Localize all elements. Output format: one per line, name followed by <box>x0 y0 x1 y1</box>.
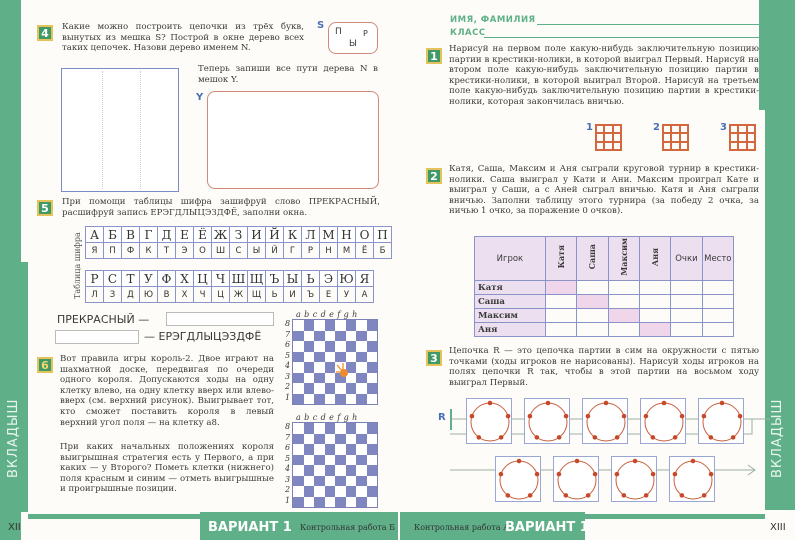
file-label: h <box>352 413 358 422</box>
rank-label: 8 <box>285 319 291 328</box>
chess-square <box>367 331 378 342</box>
rank-label: 1 <box>285 495 291 505</box>
cipher-plain-letter: С <box>104 271 122 287</box>
cipher-plain-letter: Щ <box>248 271 266 287</box>
chess-square <box>356 341 367 352</box>
chess-square[interactable] <box>335 423 346 434</box>
chess-square <box>335 320 346 331</box>
cipher-table-row2 <box>85 270 374 303</box>
cipher-code-letter: Щ <box>248 287 266 303</box>
bag-s-label: S <box>317 20 325 31</box>
cipher-code-letter: Ъ <box>302 287 320 303</box>
task-5-text: При помощи таблицы шифра зашифруй слово ПРЕКРАСНЫЙ, расшифруй запись ЕРЭГДЛЫЦЭЗДФЁ, заполни окна. <box>62 197 380 218</box>
file-label: a <box>296 310 301 319</box>
chess-square[interactable] <box>325 497 336 508</box>
cipher-plain-letter: Л <box>302 227 320 243</box>
chess-square <box>304 341 315 352</box>
cipher-plain-letter: Х <box>176 271 194 287</box>
chess-square <box>335 394 346 405</box>
chess-square[interactable] <box>314 444 325 455</box>
right-side-label: ВКЛАДЫШ <box>770 398 785 478</box>
chessboard-example <box>285 310 378 405</box>
task-1-badge: 1 <box>426 48 442 64</box>
chess-square <box>356 320 367 331</box>
chess-square[interactable] <box>356 497 367 508</box>
file-label: g <box>343 413 349 422</box>
rank-label: 6 <box>285 340 291 349</box>
cipher-code-letter: Н <box>320 243 338 259</box>
cipher-code-letter: Т <box>158 243 176 259</box>
cipher-code-letter: Й <box>266 243 284 259</box>
cipher-code-letter: В <box>158 287 176 303</box>
cipher-plain-letter: Ъ <box>266 271 284 287</box>
cipher-plain-letter: Ы <box>284 271 302 287</box>
chess-square <box>346 331 357 342</box>
cipher-plain-letter: Я <box>356 271 374 287</box>
chess-square[interactable] <box>367 497 378 508</box>
bag-letter: Р <box>363 29 368 38</box>
cipher-code-letter: О <box>194 243 212 259</box>
rank-label: 1 <box>285 392 291 402</box>
chess-square[interactable] <box>304 434 315 445</box>
task-4-paths-text: Теперь запиши все пути дерева N в мешок Y. <box>198 64 378 85</box>
task-5-badge: 5 <box>37 200 53 216</box>
name-label: ИМЯ, ФАМИЛИЯ <box>450 15 536 25</box>
chess-square <box>335 331 346 342</box>
chess-square[interactable] <box>367 465 378 476</box>
name-line[interactable] <box>537 24 759 25</box>
chess-square <box>356 362 367 373</box>
footer-work-right: Контрольная работа А <box>414 523 510 532</box>
cipher-plain-letter: Н <box>338 227 356 243</box>
rank-label: 5 <box>285 453 291 463</box>
chess-square[interactable] <box>304 444 315 455</box>
cipher-code-letter: С <box>230 243 248 259</box>
chess-square[interactable] <box>346 423 357 434</box>
cipher-plain-letter: О <box>356 227 374 243</box>
chess-square[interactable] <box>346 444 357 455</box>
chess-square <box>293 394 304 405</box>
chess-square <box>314 383 325 394</box>
chess-square <box>367 352 378 363</box>
file-label: b <box>304 310 310 319</box>
ttt-board-label-2: 2 <box>653 122 660 133</box>
chess-square[interactable] <box>367 476 378 487</box>
decrypted-answer-input[interactable] <box>55 330 139 344</box>
chess-grid-bottom[interactable] <box>292 422 378 508</box>
task-6-question-text: При каких начальных положениях короля выигрышная стратегия есть у Первого, а при каких — у Второго? Пометь клетки (нижнего) поля красным и синим — отметь выигрышные и проигрышные позиции. <box>60 442 274 495</box>
task-4-text: Какие можно построить цепочки из трёх букв, вынутых из мешка S? Построй в окне дерево всех таких цепочек. Назови дерево именем N. <box>62 22 304 54</box>
chess-square[interactable] <box>335 486 346 497</box>
chess-square <box>314 320 325 331</box>
task-6-badge: 6 <box>37 357 53 373</box>
chess-square <box>335 341 346 352</box>
chess-square[interactable] <box>325 486 336 497</box>
chess-square[interactable] <box>335 434 346 445</box>
chess-square[interactable] <box>356 423 367 434</box>
chess-square[interactable] <box>367 455 378 466</box>
chess-square <box>293 331 304 342</box>
chess-square[interactable] <box>356 486 367 497</box>
cipher-code-letter: Г <box>284 243 302 259</box>
chess-square[interactable] <box>335 497 346 508</box>
chain-circle-field[interactable] <box>466 398 512 444</box>
cipher-plain-letter: Т <box>122 271 140 287</box>
cipher-plain-letter: З <box>230 227 248 243</box>
chess-square[interactable] <box>314 486 325 497</box>
page-number-left: XII <box>8 522 21 533</box>
chess-square[interactable] <box>293 444 304 455</box>
chess-square[interactable] <box>346 476 357 487</box>
chess-square <box>293 352 304 363</box>
left-side-label: ВКЛАДЫШ <box>6 398 21 478</box>
chess-square <box>367 320 378 331</box>
class-line[interactable] <box>484 37 759 38</box>
cipher-plain-letter: Ь <box>302 271 320 287</box>
footer-variant-right: ВАРИАНТ 1 <box>505 520 589 535</box>
task-1-text: Нарисуй на первом поле какую-нибудь заключительную позицию партии в крестики-нолики, в которой выиграл Первый. Нарисуй на втором поле какую-нибудь заключительную позицию партии в крестики-нолики, в которой выиграл Второй. Нарисуй на третьем поле какую-нибудь заключительную позицию партии в крестики-нолики, которая закончилась вничью. <box>449 44 759 107</box>
chess-square <box>293 383 304 394</box>
chess-square <box>325 331 336 342</box>
chess-square <box>367 394 378 405</box>
cipher-code-letter: Ц <box>212 287 230 303</box>
table-row: Катя <box>475 281 734 295</box>
chess-square[interactable] <box>325 476 336 487</box>
chess-square[interactable] <box>356 465 367 476</box>
cipher-plain-letter: Ш <box>230 271 248 287</box>
cipher-code-letter: Х <box>176 287 194 303</box>
cipher-code-letter: К <box>140 243 158 259</box>
cipher-plain-letter: Ц <box>194 271 212 287</box>
bag-letter: П <box>335 27 342 37</box>
header-player: Игрок <box>475 237 546 281</box>
chess-square[interactable] <box>356 455 367 466</box>
task-6-rules-text: Вот правила игры король-2. Двое играют на шахматной доске, передвигая по очереди одного короля. Допускаются ходы на одну клетку влево, на одну клетку вверх или влево-вверх (см. верхний рисунок). Выигрывает тот, кто сможет поставить короля в левый верхний угол поля — на клетку a8. <box>60 354 274 428</box>
chess-square[interactable] <box>304 497 315 508</box>
task-2-text: Катя, Саша, Максим и Аня сыграли круговой турнир в крестики-нолики. Саша выиграл у Кати и Ани. Максим проиграл Кате и выиграл у Саши, а с Аней сыграл вничью. Катя и Аня сыграли вничью. Заполни таблицу этого турнира (за победу 2 очка, за ничью 1 очко, за поражение 0 очков). <box>449 164 759 217</box>
chess-square <box>304 320 315 331</box>
task-3-badge: 3 <box>426 350 442 366</box>
file-label: a <box>296 413 301 422</box>
chess-square[interactable] <box>314 434 325 445</box>
cipher-code-letter: А <box>356 287 374 303</box>
cipher-plain-letter: И <box>248 227 266 243</box>
cipher-code-letter: У <box>338 287 356 303</box>
bag-letter: Ы <box>349 39 357 49</box>
chess-square <box>325 341 336 352</box>
table-row: Аня <box>475 323 734 337</box>
chess-square <box>367 373 378 384</box>
right-margin-band <box>759 0 795 110</box>
chess-square[interactable] <box>293 423 304 434</box>
chess-square[interactable] <box>293 434 304 445</box>
header-col: Максим <box>618 238 629 276</box>
cipher-code-letter: Е <box>320 287 338 303</box>
cipher-code-letter: Ё <box>356 243 374 259</box>
chess-square <box>346 341 357 352</box>
rank-label: 4 <box>285 464 291 473</box>
chess-square <box>304 373 315 384</box>
chess-square <box>293 320 304 331</box>
chess-square <box>356 373 367 384</box>
chess-square[interactable] <box>314 497 325 508</box>
chess-square[interactable] <box>367 423 378 434</box>
cipher-code-letter: Ь <box>266 287 284 303</box>
chess-square[interactable] <box>293 497 304 508</box>
chain-circle-field[interactable] <box>495 456 541 502</box>
cipher-plain-letter: А <box>86 227 104 243</box>
chess-square <box>304 362 315 373</box>
file-label: e <box>329 310 334 319</box>
chess-square <box>346 383 357 394</box>
chess-square <box>314 394 325 405</box>
chess-square[interactable] <box>325 455 336 466</box>
cipher-code-letter: И <box>284 287 302 303</box>
cipher-code-letter: Ю <box>140 287 158 303</box>
cipher-plain-letter: Д <box>158 227 176 243</box>
cipher-code-letter: Д <box>122 287 140 303</box>
ttt-board-3[interactable] <box>729 124 756 151</box>
chess-square[interactable] <box>293 486 304 497</box>
chess-square <box>356 394 367 405</box>
cipher-code-letter: Ч <box>194 287 212 303</box>
footer-variant-left: ВАРИАНТ 1 <box>208 520 292 535</box>
chess-square <box>304 352 315 363</box>
chess-square <box>367 362 378 373</box>
chain-row-2 <box>495 456 715 502</box>
chain-circle-field[interactable] <box>582 398 628 444</box>
chess-square[interactable] <box>335 476 346 487</box>
cipher-code-letter: П <box>104 243 122 259</box>
cipher-plain-letter: Ю <box>339 271 354 286</box>
task-4-badge: 4 <box>37 25 53 41</box>
chess-square <box>356 383 367 394</box>
header-points: Очки <box>671 237 702 281</box>
encrypted-answer-input[interactable] <box>166 312 274 326</box>
board-files <box>296 310 378 319</box>
chess-square <box>325 394 336 405</box>
file-label: d <box>320 310 326 319</box>
file-label: b <box>304 413 310 422</box>
tournament-table <box>474 236 734 337</box>
chain-circle-field[interactable] <box>611 456 657 502</box>
chess-square[interactable] <box>367 486 378 497</box>
chessboard-exercise <box>285 413 378 508</box>
cipher-code-letter: Ы <box>248 243 266 259</box>
chess-square <box>314 362 325 373</box>
cipher-plain-letter: У <box>140 271 158 287</box>
header-col: Катя <box>555 245 566 269</box>
word-encrypted: — ЕРЭГДЛЫЦЭЗДФЁ <box>144 330 262 343</box>
chess-square[interactable] <box>346 434 357 445</box>
rank-label: 7 <box>285 432 291 442</box>
rank-label: 7 <box>285 329 291 339</box>
chain-circle-field[interactable] <box>524 398 570 444</box>
footer-work-left: Контрольная работа Б <box>300 523 395 532</box>
cipher-code-letter: Б <box>374 243 392 259</box>
chess-square[interactable] <box>346 486 357 497</box>
cipher-plain-letter: П <box>374 227 392 243</box>
rank-label: 4 <box>285 361 291 370</box>
cipher-plain-letter: Б <box>104 227 122 243</box>
chess-square[interactable] <box>367 434 378 445</box>
header-col: Аня <box>650 247 661 267</box>
chess-square <box>304 331 315 342</box>
chess-square[interactable] <box>335 444 346 455</box>
rank-label: 2 <box>285 485 291 494</box>
chain-r-label: R <box>438 412 446 423</box>
chess-square <box>293 373 304 384</box>
chess-square[interactable] <box>304 476 315 487</box>
header-col: Саша <box>587 244 598 270</box>
rank-label: 3 <box>285 474 291 484</box>
chess-square <box>346 320 357 331</box>
cipher-plain-letter: Ч <box>212 271 230 287</box>
cipher-plain-letter: Ё <box>194 227 212 243</box>
bag-y-input[interactable] <box>207 91 379 189</box>
chess-square[interactable] <box>335 455 346 466</box>
chess-square <box>304 394 315 405</box>
cipher-plain-letter: Й <box>266 227 284 243</box>
file-label: h <box>352 310 358 319</box>
cipher-plain-letter: Э <box>320 271 338 287</box>
chess-square[interactable] <box>346 497 357 508</box>
cipher-plain-letter: Ж <box>212 227 230 243</box>
file-label: c <box>312 310 318 319</box>
task-3-text: Цепочка R — это цепочка партии в сим на окружности с пятью точками (ходы игроков не нарисованы). Нарисуй ходы игроков на полях цепочки R так, чтобы в этой партии на восьмом ходу выиграл Первый. <box>449 346 759 388</box>
cipher-code-letter: Ш <box>212 243 230 259</box>
chess-square[interactable] <box>325 444 336 455</box>
chess-square[interactable] <box>314 423 325 434</box>
file-label: g <box>343 310 349 319</box>
chess-square <box>314 352 325 363</box>
chess-square <box>356 352 367 363</box>
chess-square[interactable] <box>314 455 325 466</box>
chess-square[interactable] <box>325 423 336 434</box>
chess-square <box>346 394 357 405</box>
chess-square <box>314 341 325 352</box>
chess-square[interactable] <box>325 434 336 445</box>
cipher-code-letter: Ж <box>230 287 248 303</box>
chess-square[interactable] <box>304 455 315 466</box>
cipher-plain-letter: К <box>284 227 302 243</box>
chess-square[interactable] <box>293 455 304 466</box>
chess-square[interactable] <box>356 434 367 445</box>
chain-circle-field[interactable] <box>669 456 715 502</box>
chess-square <box>293 341 304 352</box>
rank-label: 2 <box>285 382 291 391</box>
task-2-badge: 2 <box>426 168 442 184</box>
chess-square <box>325 320 336 331</box>
chess-square <box>314 373 325 384</box>
cipher-code-letter: Я <box>86 243 104 259</box>
bag-s <box>328 22 378 54</box>
file-label: f <box>337 310 341 319</box>
chain-circle-field[interactable] <box>640 398 686 444</box>
table-row: Максим <box>475 309 734 323</box>
cipher-plain-letter: Е <box>176 227 194 243</box>
cipher-plain-letter: М <box>320 227 338 243</box>
chess-square[interactable] <box>293 476 304 487</box>
cipher-code-letter: М <box>338 243 356 259</box>
board-files <box>296 413 378 422</box>
chess-square[interactable] <box>367 444 378 455</box>
chess-square[interactable] <box>346 465 357 476</box>
ttt-board-label-1: 1 <box>586 122 593 133</box>
chess-square[interactable] <box>293 465 304 476</box>
page-number-right: XIII <box>770 522 786 533</box>
rank-label: 6 <box>285 443 291 452</box>
chess-square[interactable] <box>356 444 367 455</box>
cipher-table-row1 <box>85 226 392 259</box>
file-label: d <box>320 413 326 422</box>
chess-square <box>335 383 346 394</box>
file-label: e <box>329 413 334 422</box>
tree-window-n[interactable] <box>61 68 179 192</box>
chess-square[interactable] <box>314 465 325 476</box>
chess-square <box>325 383 336 394</box>
file-label: f <box>337 413 341 422</box>
chess-square <box>367 383 378 394</box>
cipher-plain-letter: Р <box>86 271 104 287</box>
chess-square <box>314 331 325 342</box>
ttt-board-2[interactable] <box>662 124 689 151</box>
chess-square <box>304 383 315 394</box>
chess-square[interactable] <box>304 486 315 497</box>
chess-square[interactable] <box>325 465 336 476</box>
left-footer-band-thin <box>28 514 200 519</box>
bag-y-label: Y <box>196 92 204 103</box>
chess-square <box>293 362 304 373</box>
chain-row-1 <box>466 398 744 444</box>
cipher-plain-letter: Г <box>140 227 158 243</box>
cipher-plain-letter: Ф <box>158 271 176 287</box>
ttt-board-label-3: 3 <box>720 122 727 133</box>
rank-label: 8 <box>285 422 291 431</box>
chess-square[interactable] <box>356 476 367 487</box>
table-row: Саша <box>475 295 734 309</box>
chain-circle-field[interactable] <box>553 456 599 502</box>
chess-square[interactable] <box>314 476 325 487</box>
chess-square <box>356 331 367 342</box>
chain-circle-field[interactable] <box>698 398 744 444</box>
cipher-code-letter: Э <box>176 243 194 259</box>
file-label: c <box>312 413 318 422</box>
cipher-code-letter: З <box>104 287 122 303</box>
ttt-board-1[interactable] <box>595 124 622 151</box>
chess-square[interactable] <box>335 465 346 476</box>
king-move-icon <box>333 360 353 380</box>
cipher-table-label: Таблица шифра <box>73 232 82 300</box>
cipher-code-letter: Ф <box>122 243 140 259</box>
class-label: КЛАСС <box>450 28 486 38</box>
chess-square[interactable] <box>304 465 315 476</box>
chess-square[interactable] <box>346 455 357 466</box>
chess-square[interactable] <box>304 423 315 434</box>
cipher-plain-letter: В <box>122 227 140 243</box>
chess-square <box>367 341 378 352</box>
cipher-code-letter: Л <box>86 287 104 303</box>
rank-label: 3 <box>285 371 291 381</box>
cipher-code-letter: Р <box>302 243 320 259</box>
header-place: Место <box>702 237 733 281</box>
rank-label: 5 <box>285 350 291 360</box>
word-prekrasny: ПРЕКРАСНЫЙ — <box>57 313 150 326</box>
